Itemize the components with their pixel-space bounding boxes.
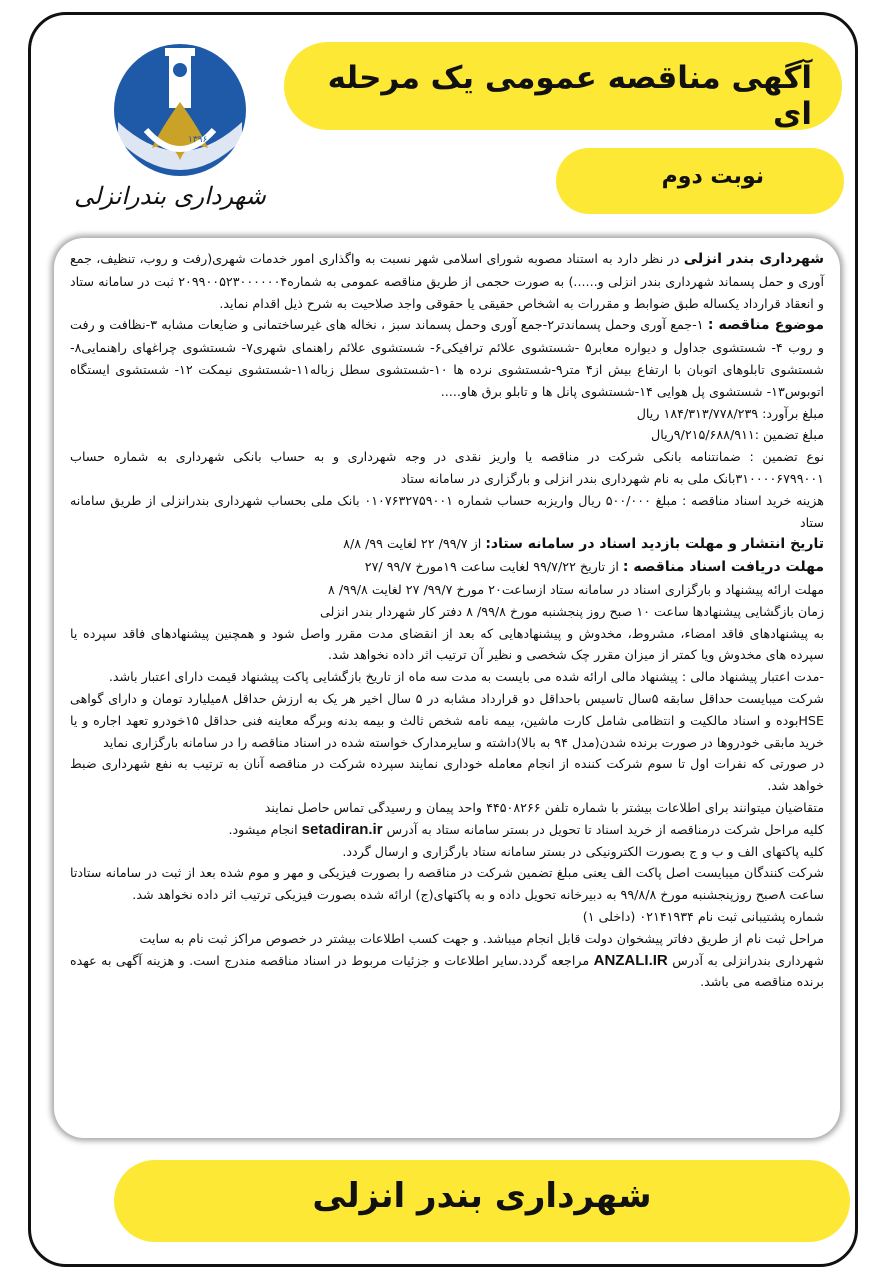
estimate-line: مبلغ برآورد: ۱۸۴/۳۱۳/۷۷۸/۲۳۹ ریال <box>636 405 824 421</box>
round-banner <box>556 148 844 214</box>
physical-paragraph: شرکت کنندگان میبایست اصل پاکت الف یعنی مبلغ تضمین شرکت در مناقصه را بصورت فیزیکی و مهر و موم شده بعد از ثبت در سامانه ستادتا ساعت ۸صبح روزپنجشنبه مورخ ۹۹/۸/۸ به دبیرخانه تحویل داده و به پاکتهای(ج) ارائه شده بصورت فیزیکی ترتیب اثر داده نخواهد شد. <box>70 865 824 903</box>
footer-org-name: شهرداری بندر انزلی <box>312 1176 652 1216</box>
invalid-bids-paragraph: به پیشنهادهای فاقد امضاء، مشروط، مخدوش و پیشنهادهایی که بعد از انقضای مدت مقرر واصل شود و همچنین پیشنهادهای فاقد سپرده یا سپرده های مخدوش ویا کمتر از میزان مقرر چک شخصی و نظیر آن ترتیب اثر داده نخواهد شد. <box>70 625 824 663</box>
contact-line: متقاضیان میتوانند برای اطلاعات بیشتر با شماره تلفن ۴۴۵۰۸۲۶۶ واحد پیمان و رسیدگی تماس حاصل نمایند <box>264 799 824 815</box>
subject-paragraph: موضوع مناقصه : ۱-جمع آوری وحمل پسماندتر۲-جمع آوری وحمل پسماند سبز ، نخاله های غیرساختمانی و ضایعات مشابه ۳-نظافت و رفت و روب ۴- شستشوی جداول و دیواره معابر۵ -شستشوی علائم ترافیکی۶- شستشوی علائم راهنمای شهری۷- شستشوی چراغهای راهنمایی۸- شستشوی تابلوهای اتوبان با ارتفاع بیش از۴ متر۹-شستشوی نرده ها ۱۰-شستشوی سطل زباله۱۱-شستشوی نیمکت ۱۲- شستشوی ایستگاه اتوبوس۱۳- شستشوی پل هوایی ۱۴-شستشوی پانل ها و تابلو برق هاو..... <box>70 317 825 399</box>
setad-link[interactable]: setadiran.ir <box>301 820 383 838</box>
title-banner <box>284 42 842 130</box>
notice-body <box>54 238 840 1138</box>
footer-banner <box>114 1160 850 1242</box>
subject-label: موضوع مناقصه : <box>707 317 825 334</box>
stages-line: کلیه مراحل شرکت درمناقصه از خرید اسناد تا تحویل در بستر سامانه ستاد به آدرس setadiran.ir انجام میشود. <box>228 820 824 838</box>
logo-text: شهرداری بندرانزلی <box>74 182 266 210</box>
guarantee-line: مبلغ تضمین :۹/۲۱۵/۶۸۸/۹۱۱ریال <box>650 427 824 443</box>
org-name: شهرداری بندر انزلی <box>683 251 824 267</box>
opening-time-line: زمان بازگشایی پیشنهادها ساعت ۱۰ صبح روز پنجشنبه مورخ ۹۹/۸/ ۸ دفتر کار شهردار بندر انزلی <box>319 603 824 619</box>
intro-paragraph: شهرداری بندر انزلی در نظر دارد به استناد مصوبه شورای اسلامی شهر نسبت به واگذاری امور خدمات شهری(رفت و روب، تنظیف، جمع آوری و حمل پسماند شهرداری بندر انزلی و......) به صورت حجمی از طریق مناقصه عمومی به شماره۲۰۹۹۰۰۵۲۳۰۰۰۰۰۰۴ ثبت در سامانه ستاد و انعقاد قرارداد یکساله طبق ضوابط و مقررات به اشخاص حقیقی یا حقوقی واجد صلاحیت به شرح ذیل اقدام نماید. <box>70 251 824 311</box>
logo-year: ۱۳۹۶ <box>188 135 208 145</box>
anzali-link[interactable]: ANZALI.IR <box>593 951 668 969</box>
validity-paragraph: -مدت اعتبار پیشنهاد مالی : پیشنهاد مالی ارائه شده می بایست به مدت سه ماه از تاریخ بازگشایی پاکت پیشنهاد قیمت دارای اعتبار باشد. <box>108 669 824 685</box>
site-paragraph: شهرداری بندرانزلی به آدرس ANZALI.IR مراجعه گردد.سایر اطلاعات و جزئیات مربوط در اسناد مناقصه مندرج است. و هزینه آگهی به عهده برنده مناقصه می باشد. <box>70 951 824 990</box>
guarantee-type-paragraph: نوع تضمین : ضمانتنامه بانکی شرکت در مناقصه یا واریز نقدی در وجه شهرداری و به حساب بانکی شهرداری به شماره حساب ۳۱۰۰۰۰۶۷۹۹۰۰۱بانک ملی به نام شهرداری بندر انزلی و بارگزاری در سامانه ستاد <box>70 449 824 486</box>
doc-cost-paragraph: هزینه خرید اسناد مناقصه : مبلغ ۵۰۰/۰۰۰ ریال واریزبه حساب شماره ۰۱۰۷۶۳۲۷۵۹۰۰۱ بانک ملی بحساب شهرداری بندرانزلی از طریق سامانه ستاد <box>70 492 824 530</box>
notice-round: نوبت دوم <box>661 164 764 189</box>
submit-deadline-line: مهلت ارائه پیشنهاد و بارگزاری اسناد در سامانه ستاد ازساعت۲۰ مورخ ۹۹/۷/ ۲۷ لغایت ۹۹/۸/ ۸ <box>327 581 824 597</box>
support-line: شماره پشتیبانی ثبت نام ۰۲۱۴۱۹۳۴ (داخلی ۱) <box>582 908 824 924</box>
envelopes-line: کلیه پاکتهای الف و ب و ج بصورت الکترونیکی در بستر سامانه ستاد بارگزاری و ارسال گردد. <box>342 843 824 859</box>
publish-line: تاریخ انتشار و مهلت بازدید اسناد در سامانه ستاد: از ۹۹/۷/ ۲۲ لغایت ۹۹/ ۸/۸ <box>343 536 824 553</box>
registration-line: مراحل ثبت نام از طریق دفاتر پیشخوان دولت قابل انجام میباشد. و جهت کسب اطلاعات بیشتر در خصوص مراکز ثبت نام به سایت <box>139 930 824 946</box>
notice-title: آگهی مناقصه عمومی یک مرحله ای <box>327 60 812 132</box>
receive-line: مهلت دریافت اسناد مناقصه : از تاریخ ۹۹/۷/۲۲ لغایت ساعت ۱۹مورخ ۹۹/۷ /۲۷ <box>364 559 824 576</box>
requirements-paragraph: شرکت میبایست حداقل سابقه ۵سال تاسیس باحداقل دو قرارداد مشابه در ۵ سال اخیر هر یک به ارزش حداقل ۸میلیارد تومان و دارای گواهی HSEبوده و اسناد مالکیت و انتظامی شامل کارت ماشین، بیمه نامه شخص ثالث و بیمه بدنه وبرگه معاینه فنی حداقل ۱۵خودرو تعهد اجاره و یا خرید مابقی خودروها در صورت برنده شدن(مدل ۹۴ به بالا)داشته و سایرمدارک خواسته شده در اسناد مناقصه را در سامانه بارگزاری نماید <box>70 690 824 750</box>
municipality-logo <box>60 40 270 220</box>
forfeit-paragraph: در صورتی که نفرات اول تا سوم شرکت کننده از انجام معامله خوداری نمایند سپرده شرکت در مناقصه آنان به ترتیب به نفع شهرداری ضبط خواهد شد. <box>70 756 824 794</box>
